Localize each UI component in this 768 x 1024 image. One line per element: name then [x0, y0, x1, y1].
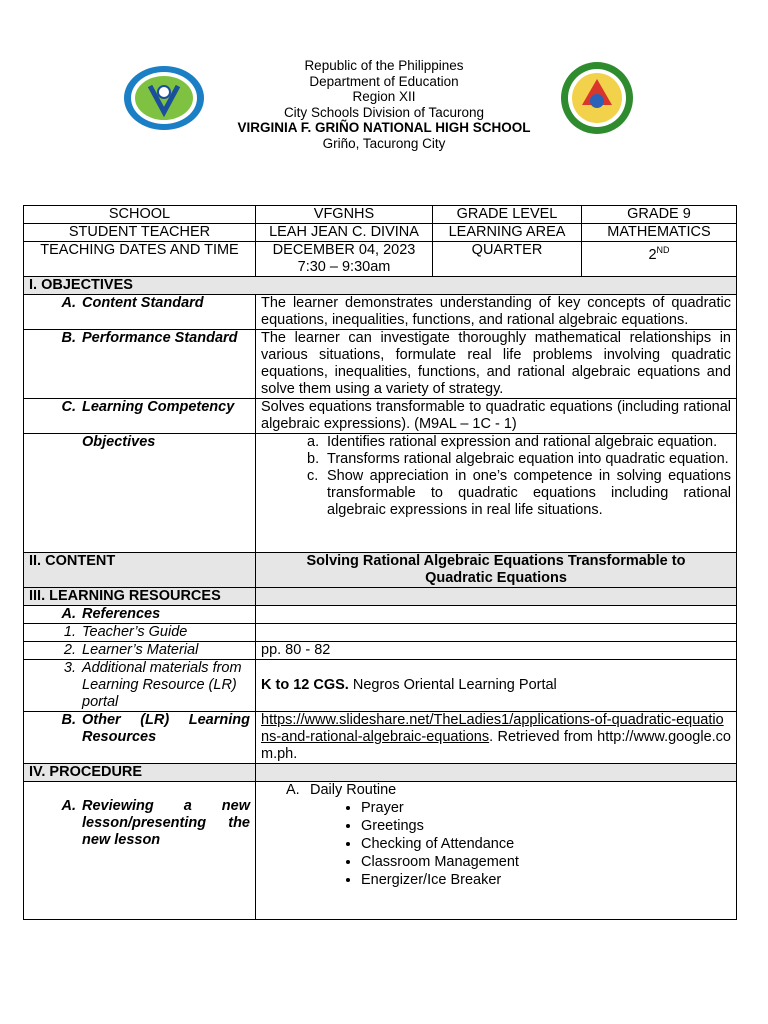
- objectives-label: Objectives: [82, 434, 156, 450]
- resources-title: III. LEARNING RESOURCES: [24, 588, 256, 606]
- header-division: City Schools Division of Tacurong: [283, 104, 485, 120]
- list-item: • Greetings: [361, 817, 731, 835]
- header-region: Region XII: [352, 89, 416, 104]
- area-label: LEARNING AREA: [433, 224, 582, 242]
- row-additional-materials: 3. Additional materials from Learning Resource (LR) portal K to 12 CGS. Negros Oriental Learning Portal: [24, 660, 737, 712]
- dates-value: [256, 242, 433, 277]
- performance-standard-label: Performance Standard: [82, 330, 238, 346]
- row-content-standard: A. Content Standard The learner demonstrates understanding of key concepts of quadratic equations, inequalities, functions, and rational algebraic equations.: [24, 295, 737, 330]
- info-row-school: [24, 206, 737, 224]
- review-lesson-label: Reviewing a new lesson/presenting the new lesson: [82, 798, 250, 848]
- teachers-guide-label: Teacher’s Guide: [82, 624, 188, 640]
- content-title: II. CONTENT: [24, 553, 256, 588]
- section-resources: [24, 588, 737, 606]
- row-performance-standard: B. Performance Standard The learner can investigate thoroughly mathematical relationships in various situations, formulate real life problems involving quadratic equations, inequalities, functions, and rational algebraic equations and solve them using a variety of strategy.: [24, 330, 737, 399]
- lesson-plan-table: [23, 205, 737, 920]
- quarter-value: 2ND: [582, 242, 737, 277]
- learners-material-label: Learner’s Material: [82, 642, 199, 658]
- daily-routine-title: A. Daily Routine: [286, 782, 397, 798]
- list-item: • Classroom Management: [361, 853, 731, 871]
- info-row-teacher: [24, 224, 737, 242]
- content-standard-label: Content Standard: [82, 295, 204, 311]
- procedure-title: IV. PROCEDURE: [24, 764, 256, 782]
- objective-item: a. Identifies rational expression and rational algebraic equation.: [307, 434, 718, 450]
- info-row-dates: [24, 242, 737, 277]
- grade-value: GRADE 9: [582, 206, 737, 224]
- grade-label: GRADE LEVEL: [433, 206, 582, 224]
- school-value: VFGNHS: [256, 206, 433, 224]
- objective-item: b. Transforms rational algebraic equation into quadratic equation.: [307, 451, 729, 467]
- objectives-list: [261, 434, 731, 519]
- school-label: SCHOOL: [24, 206, 256, 224]
- section-content: [24, 553, 737, 588]
- learners-material-value: pp. 80 - 82: [256, 642, 737, 660]
- other-resources-label: Other (LR) Learning Resources: [82, 712, 250, 745]
- row-other-resources: B. Other (LR) Learning Resources https://www.slideshare.net/TheLadies1/applications-of-quadratic-equations-and-rational-algebraic-equations. Retrieved from http://www.google.com.ph.: [24, 712, 737, 764]
- additional-materials-label: Additional materials from Learning Resource (LR) portal: [82, 660, 242, 710]
- teachers-guide-value: [256, 624, 737, 642]
- learning-competency-text: Solves equations transformable to quadratic equations (including rational algebraic expressions). (M9AL – 1C - 1): [256, 399, 737, 434]
- header-address: Griño, Tacurong City: [322, 135, 446, 151]
- objective-item: c. Show appreciation in one’s competence in solving equations transformable to quadratic equations including rational algebraic expressions in real life situations.: [307, 468, 731, 518]
- content-text: Solving Rational Algebraic Equations Transformable to Quadratic Equations: [256, 553, 737, 588]
- area-value: MATHEMATICS: [582, 224, 737, 242]
- time-value: 7:30 – 9:30am: [297, 259, 391, 275]
- list-item: • Checking of Attendance: [361, 835, 731, 853]
- learning-competency-label: Learning Competency: [82, 399, 235, 415]
- teacher-label: STUDENT TEACHER: [24, 224, 256, 242]
- slideshare-link[interactable]: https://www.slideshare.net/TheLadies1/applications-of-quadratic-equations-and-rational-algebraic-equations: [261, 712, 724, 745]
- section-procedure: [24, 764, 737, 782]
- performance-standard-text: The learner can investigate thoroughly mathematical relationships in various situations, formulate real life problems involving quadratic equations, inequalities, functions, and rational algebraic equations and solve them using a variety of strategy.: [256, 330, 737, 399]
- date-value: DECEMBER 04, 2023: [272, 242, 416, 258]
- content-standard-text: The learner demonstrates understanding of key concepts of quadratic equations, inequalities, functions, and rational algebraic equations.: [256, 295, 737, 330]
- references-label: References: [82, 606, 161, 622]
- header-department: Department of Education: [309, 73, 459, 89]
- row-learning-competency: C. Learning Competency Solves equations transformable to quadratic equations (including rational algebraic expressions). (M9AL – 1C - 1): [24, 399, 737, 434]
- quarter-label: QUARTER: [433, 242, 582, 277]
- row-objectives: [24, 434, 737, 553]
- row-learners-material: 2. Learner’s Material pp. 80 - 82: [24, 642, 737, 660]
- header-republic: Republic of the Philippines: [304, 58, 464, 73]
- header-school-name: VIRGINIA F. GRIÑO NATIONAL HIGH SCHOOL: [237, 120, 531, 135]
- retrieved-text: . Retrieved from http://www.google.com.ph.: [261, 729, 731, 762]
- section-objectives: [24, 277, 737, 295]
- dates-label: TEACHING DATES AND TIME: [24, 242, 256, 277]
- row-review-lesson: A. Reviewing a new lesson/presenting the new lesson A. Daily Routine • Prayer • Greetings • Checking of Attendance • Classroom Management • Energizer/Ice Breaker: [24, 782, 737, 920]
- additional-materials-value: K to 12 CGS. Negros Oriental Learning Portal: [256, 660, 737, 712]
- teacher-value: LEAH JEAN C. DIVINA: [256, 224, 433, 242]
- list-item: • Prayer: [361, 799, 731, 817]
- list-item: • Energizer/Ice Breaker: [361, 871, 731, 889]
- routine-list: [261, 799, 731, 889]
- document-header: [0, 58, 768, 151]
- row-references: A. References: [24, 606, 737, 624]
- row-teachers-guide: 1. Teacher’s Guide: [24, 624, 737, 642]
- objectives-title: I. OBJECTIVES: [24, 277, 737, 295]
